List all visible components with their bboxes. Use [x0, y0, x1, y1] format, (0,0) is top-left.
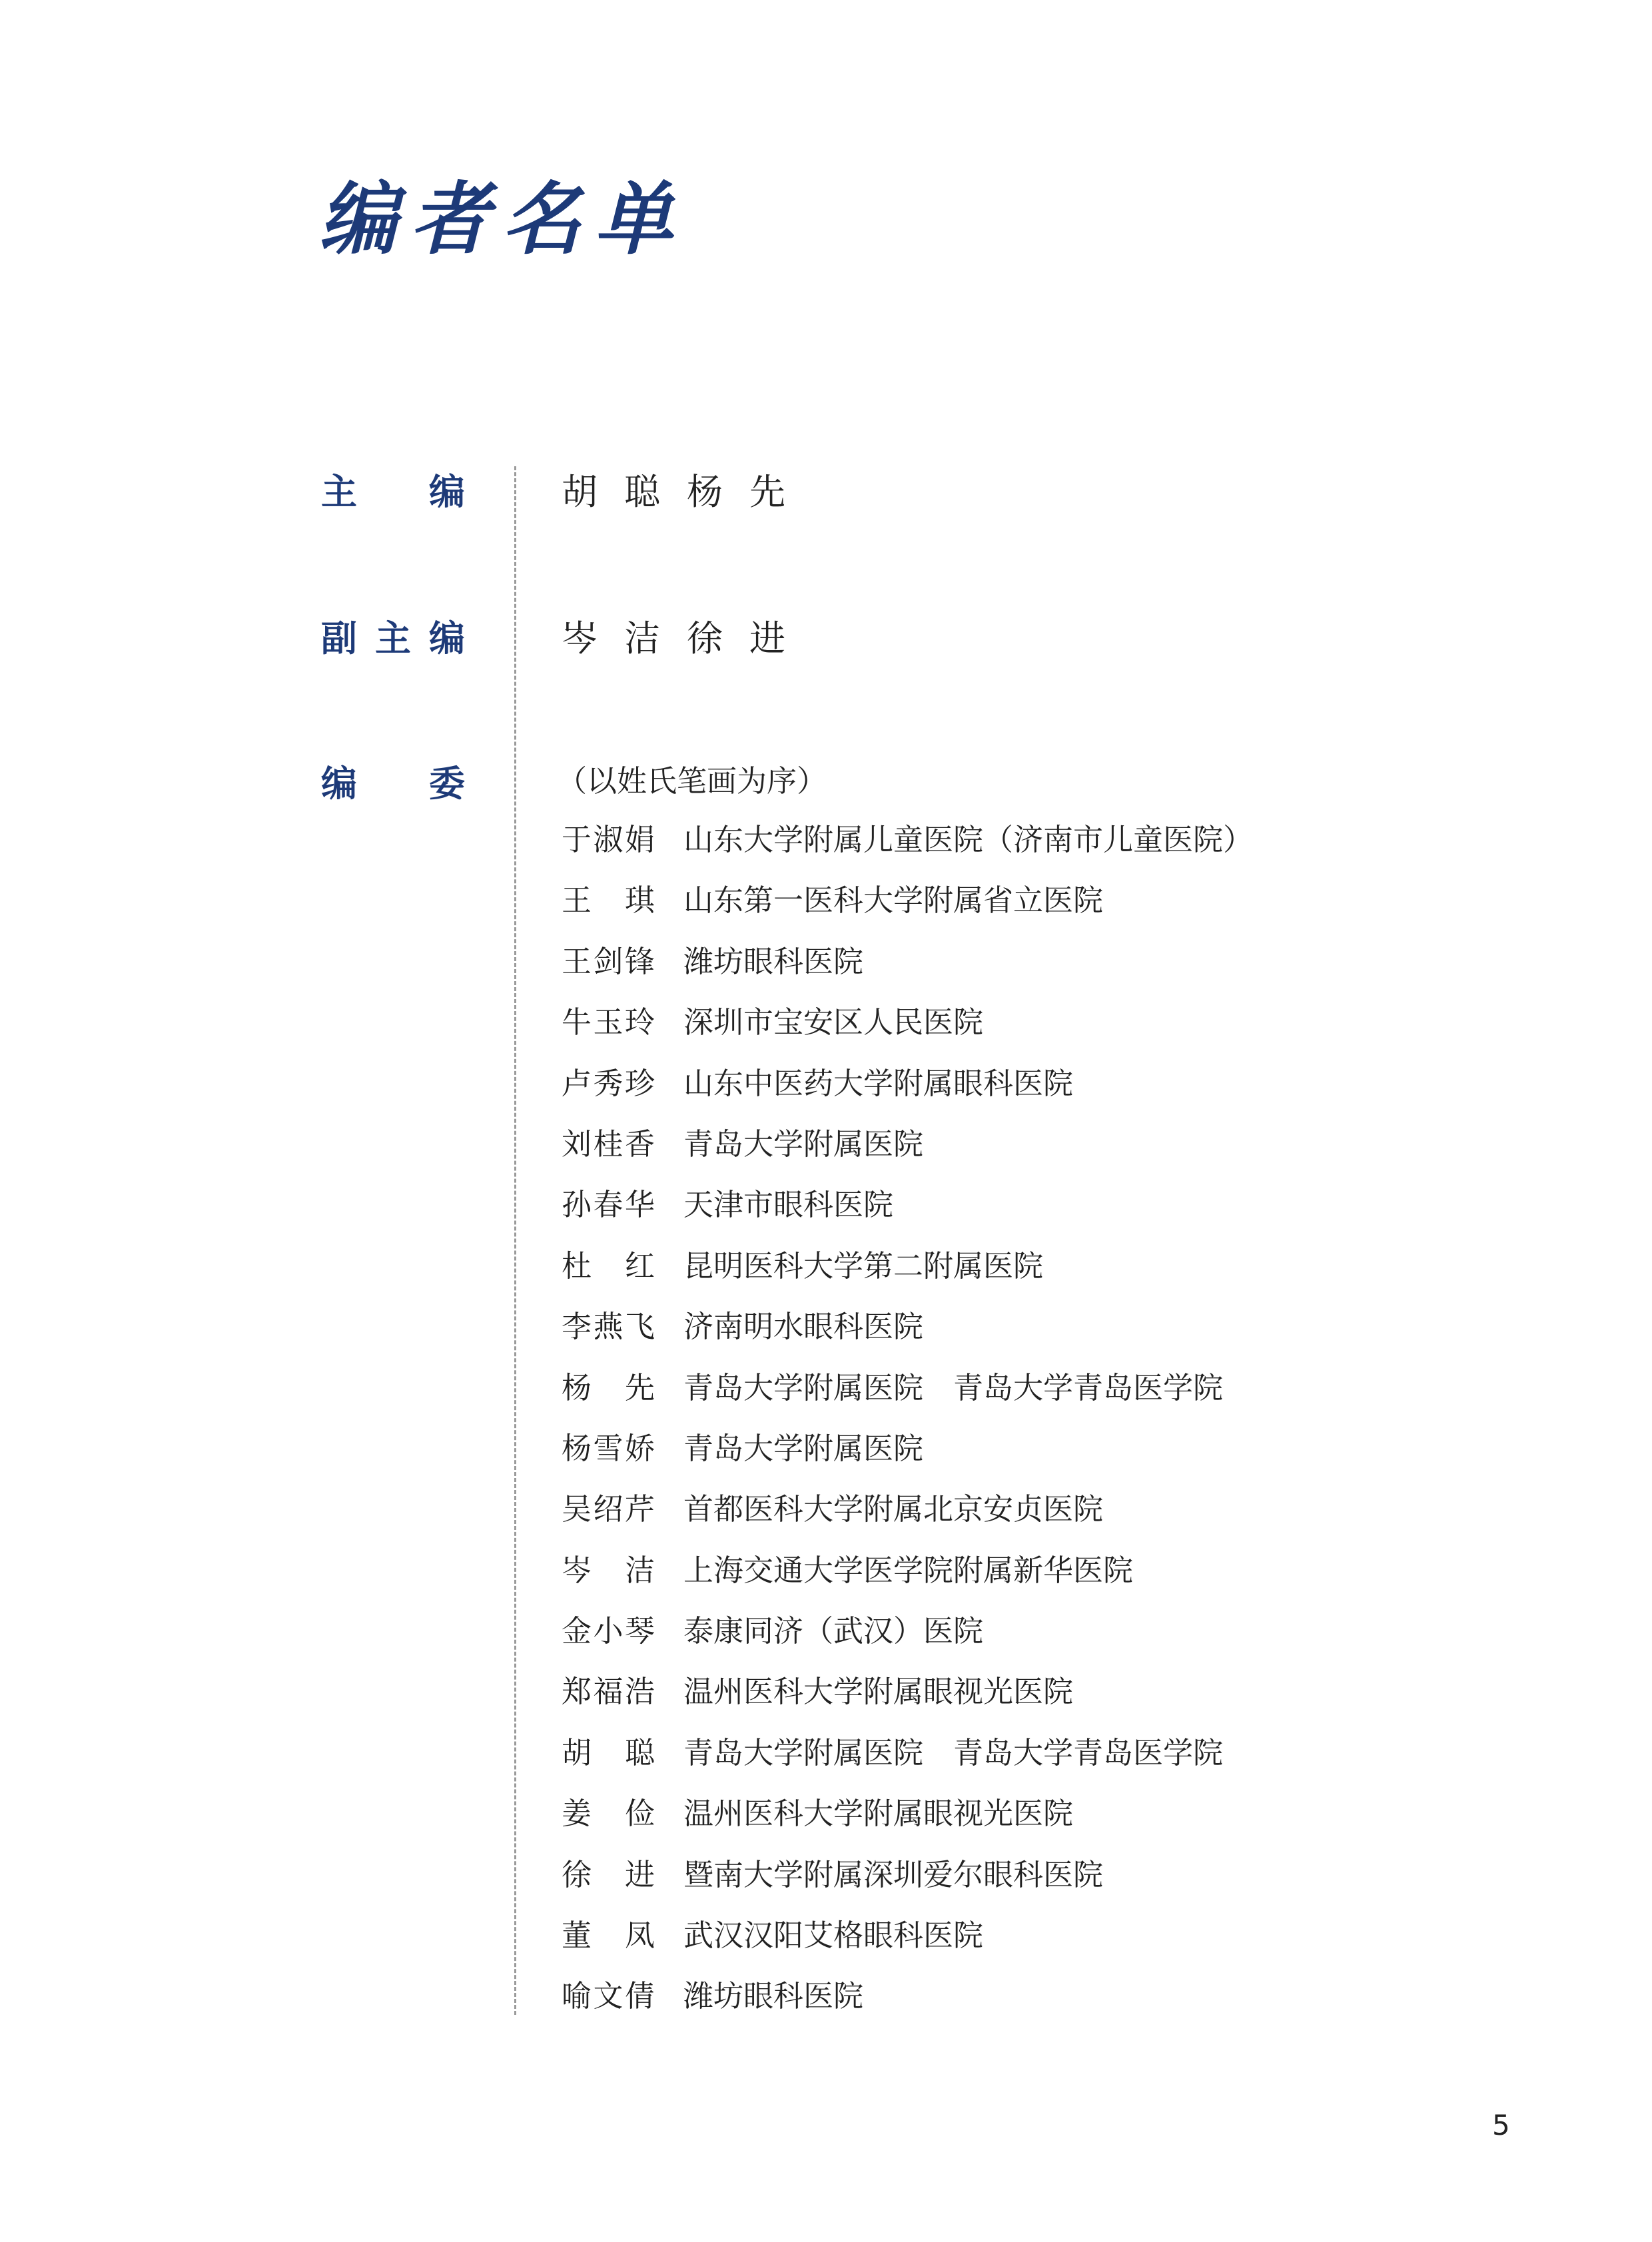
- list-item: [562, 1066, 1253, 1127]
- member-name-char: 红: [624, 1248, 655, 1284]
- list-item: [562, 1918, 1253, 1979]
- list-item: [562, 944, 1253, 1005]
- member-affiliation: 温州医科大学附属眼视光医院: [683, 1796, 1074, 1832]
- member-name-char: 雪: [593, 1430, 623, 1466]
- member-name: [562, 1918, 655, 1953]
- deputy-editor-name-char: 岑: [562, 617, 598, 659]
- member-name: [562, 1309, 655, 1344]
- member-name: [562, 823, 655, 857]
- deputy-editor-name-char: 洁: [624, 617, 660, 659]
- member-name-char: 秀: [593, 1065, 623, 1101]
- member-affiliation: 潍坊眼科医院: [683, 943, 864, 979]
- member-affiliation: 昆明医科大学第二附属医院: [683, 1248, 1044, 1284]
- member-name-char: 杨: [562, 1430, 592, 1466]
- member-name-char: 桂: [593, 1126, 623, 1162]
- member-name: [562, 944, 655, 979]
- member-name-char: 孙: [562, 1187, 592, 1223]
- member-name-char: 绍: [593, 1491, 623, 1527]
- member-affiliation: 暨南大学附属深圳爱尔眼科医院: [683, 1856, 1104, 1892]
- deputy-editor-label: [321, 617, 465, 659]
- page-number: 5: [1492, 2109, 1510, 2141]
- member-name-char: 倩: [624, 1978, 655, 2014]
- member-name-char: 飞: [624, 1309, 655, 1345]
- list-item: [562, 1492, 1253, 1553]
- editorial-board-label: [321, 763, 465, 805]
- deputy-editor-label-char: 编: [429, 617, 465, 659]
- member-name-char: 于: [562, 822, 592, 857]
- member-name-char: 燕: [593, 1309, 623, 1345]
- chief-editor-label-char: 主: [321, 471, 357, 513]
- deputy-editor-name-char: 进: [749, 617, 785, 659]
- member-name-char: 王: [562, 943, 592, 979]
- list-item: [562, 823, 1253, 883]
- member-name-char: 卢: [562, 1065, 592, 1101]
- member-name-char: 牛: [562, 1004, 592, 1040]
- member-name-char: 淑: [593, 822, 623, 857]
- member-name: [562, 1127, 655, 1162]
- deputy-editor-name-char: 徐: [687, 617, 723, 659]
- member-name-char: 琪: [624, 883, 655, 919]
- member-name-char: 锋: [624, 943, 655, 979]
- member-affiliation: 潍坊眼科医院: [683, 1978, 864, 2014]
- member-name: [562, 1492, 655, 1527]
- member-affiliation: 首都医科大学附属北京安贞医院: [683, 1491, 1104, 1527]
- member-name: [562, 1066, 655, 1101]
- member-affiliation: 山东第一医科大学附属省立医院: [683, 883, 1104, 919]
- member-name-char: 凤: [624, 1918, 655, 1954]
- member-name: [562, 1553, 655, 1588]
- member-affiliation: 上海交通大学医学院附属新华医院: [683, 1552, 1134, 1588]
- member-name: [562, 1858, 655, 1892]
- member-name-char: 华: [624, 1187, 655, 1223]
- member-name-char: 香: [624, 1126, 655, 1162]
- chief-editor-name-char: 先: [749, 471, 785, 513]
- member-name: [562, 883, 655, 918]
- list-item: [562, 1188, 1253, 1248]
- member-name-char: 玉: [593, 1004, 623, 1040]
- chief-editor-names: [562, 471, 785, 513]
- list-item: [562, 1127, 1253, 1188]
- member-affiliation: 青岛大学附属医院: [683, 1430, 924, 1466]
- member-name-char: 胡: [562, 1734, 592, 1770]
- member-affiliation: 山东中医药大学附属眼科医院: [683, 1065, 1074, 1101]
- member-name: [562, 1736, 655, 1770]
- member-name-char: 琴: [624, 1613, 655, 1649]
- editorial-board-label-char: 委: [429, 763, 465, 805]
- page-title: 编者名单: [318, 173, 687, 265]
- list-item: [562, 1309, 1253, 1370]
- member-name: [562, 1249, 655, 1284]
- member-affiliation: 温州医科大学附属眼视光医院: [683, 1674, 1074, 1710]
- member-name-char: 徐: [562, 1856, 592, 1892]
- editorial-board-label-char: 编: [321, 763, 357, 805]
- member-name-char: 杨: [562, 1369, 592, 1405]
- list-item: [562, 1553, 1253, 1614]
- deputy-editor-label-char: 主: [375, 617, 411, 659]
- member-name-char: 郑: [562, 1674, 592, 1710]
- list-item: [562, 1249, 1253, 1309]
- member-affiliation: 武汉汉阳艾格眼科医院: [683, 1918, 984, 1954]
- list-item: [562, 1431, 1253, 1492]
- member-name-char: 洁: [624, 1552, 655, 1588]
- member-affiliation: 泰康同济（武汉）医院: [683, 1613, 984, 1649]
- member-name-char: 岑: [562, 1552, 592, 1588]
- ordering-note: （以姓氏笔画为序）: [557, 763, 827, 799]
- member-name: [562, 1675, 655, 1709]
- member-name-char: 文: [593, 1978, 623, 2014]
- member-name: [562, 1371, 655, 1405]
- chief-editor-name-char: 杨: [687, 471, 723, 513]
- member-name: [562, 1188, 655, 1222]
- chief-editor-label: [321, 471, 465, 513]
- member-name-char: 小: [593, 1613, 623, 1649]
- member-name-char: 芹: [624, 1491, 655, 1527]
- member-name-char: 娟: [624, 822, 655, 857]
- member-name-char: 玲: [624, 1004, 655, 1040]
- chief-editor-name-char: 胡: [562, 471, 598, 513]
- list-item: [562, 1979, 1253, 2040]
- list-item: [562, 1736, 1253, 1796]
- member-affiliation: 青岛大学附属医院 青岛大学青岛医学院: [683, 1734, 1224, 1770]
- member-name-char: 先: [624, 1369, 655, 1405]
- member-name-char: 春: [593, 1187, 623, 1223]
- member-name-char: 杜: [562, 1248, 592, 1284]
- member-name-char: 刘: [562, 1126, 592, 1162]
- member-name-char: 王: [562, 883, 592, 919]
- dashed-divider: [514, 466, 516, 2015]
- member-name: [562, 1979, 655, 2014]
- list-item: [562, 1614, 1253, 1675]
- member-affiliation: 济南明水眼科医院: [683, 1309, 924, 1345]
- member-affiliation: 天津市眼科医院: [683, 1187, 894, 1223]
- list-item: [562, 1371, 1253, 1431]
- list-item: [562, 1675, 1253, 1735]
- chief-editor-name-char: 聪: [624, 471, 660, 513]
- member-name-char: 李: [562, 1309, 592, 1345]
- member-name-char: 剑: [593, 943, 623, 979]
- list-item: [562, 1858, 1253, 1918]
- member-name-char: 金: [562, 1613, 592, 1649]
- list-item: [562, 1796, 1253, 1857]
- member-affiliation: 青岛大学附属医院: [683, 1126, 924, 1162]
- list-item: [562, 1005, 1253, 1066]
- member-affiliation: 山东大学附属儿童医院（济南市儿童医院）: [683, 822, 1254, 857]
- member-name-char: 董: [562, 1918, 592, 1954]
- member-name: [562, 1614, 655, 1649]
- editorial-board-list: [562, 823, 1253, 2040]
- member-name-char: 俭: [624, 1796, 655, 1832]
- member-name-char: 聪: [624, 1734, 655, 1770]
- member-name-char: 进: [624, 1856, 655, 1892]
- member-name-char: 娇: [624, 1430, 655, 1466]
- member-name-char: 福: [593, 1674, 623, 1710]
- member-name: [562, 1431, 655, 1466]
- member-name-char: 珍: [624, 1065, 655, 1101]
- member-affiliation: 青岛大学附属医院 青岛大学青岛医学院: [683, 1369, 1224, 1405]
- chief-editor-label-char: 编: [429, 471, 465, 513]
- list-item: [562, 883, 1253, 944]
- member-name-char: 吴: [562, 1491, 592, 1527]
- member-name: [562, 1796, 655, 1831]
- member-name-char: 浩: [624, 1674, 655, 1710]
- deputy-editor-label-char: 副: [321, 617, 357, 659]
- deputy-editor-names: [562, 617, 785, 659]
- member-affiliation: 深圳市宝安区人民医院: [683, 1004, 984, 1040]
- member-name-char: 姜: [562, 1796, 592, 1832]
- member-name-char: 喻: [562, 1978, 592, 2014]
- member-name: [562, 1005, 655, 1040]
